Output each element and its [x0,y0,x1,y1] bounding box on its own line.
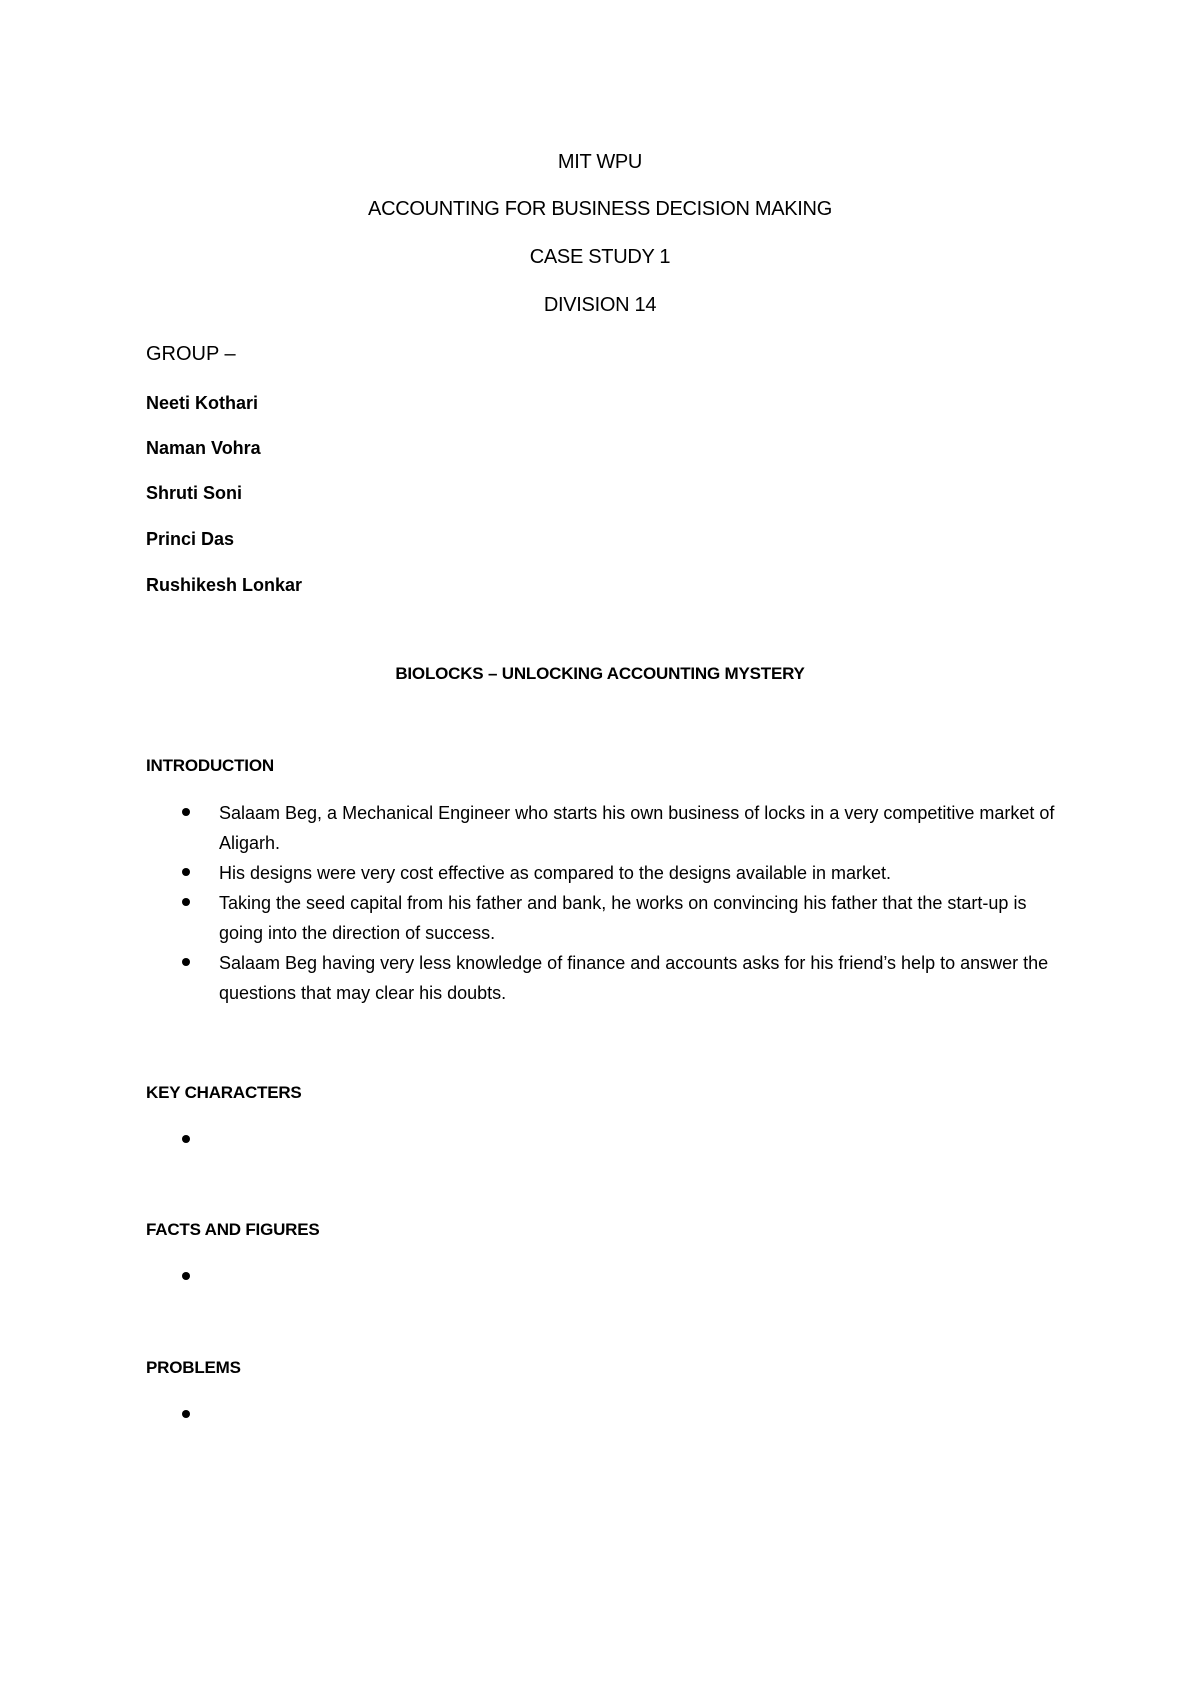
group-member: Rushikesh Lonkar [146,575,303,595]
bullet-text: Salaam Beg, a Mechanical Engineer who starts his own business of locks in a very competitive market of Aligarh. [219,803,1055,853]
list-item [182,858,1062,888]
course-title: ACCOUNTING FOR BUSINESS DECISION MAKING [368,198,832,220]
list-item [182,888,1062,948]
bullet-text: His designs were very cost effective as compared to the designs available in market. [219,863,891,883]
case-title: BIOLOCKS – UNLOCKING ACCOUNTING MYSTERY [395,664,805,683]
group-member: Princi Das [146,529,235,549]
group-label: GROUP – [146,343,236,365]
facts-and-figures-heading: FACTS AND FIGURES [146,1220,320,1239]
bullet-icon [182,898,190,906]
institution-title: MIT WPU [557,151,643,173]
bullet-icon [182,1135,190,1143]
key-characters-heading: KEY CHARACTERS [146,1083,302,1102]
division-title: DIVISION 14 [543,294,657,316]
group-member: Neeti Kothari [146,393,259,413]
bullet-icon [182,808,190,816]
introduction-list [182,798,1062,1008]
bullet-text: Taking the seed capital from his father and bank, he works on convincing his father that the start-up is going into the direction of success. [219,893,1027,943]
bullet-icon [182,1272,190,1280]
bullet-icon [182,1410,190,1418]
group-member: Naman Vohra [146,438,261,458]
group-member: Shruti Soni [146,483,242,503]
problems-heading: PROBLEMS [146,1358,241,1377]
bullet-icon [182,958,190,966]
bullet-icon [182,868,190,876]
introduction-heading: INTRODUCTION [146,756,274,775]
list-item [182,798,1062,858]
case-study-title: CASE STUDY 1 [529,246,671,268]
list-item [182,948,1062,1008]
bullet-text: Salaam Beg having very less knowledge of finance and accounts asks for his friend’s help to answer the questions that may clear his doubts. [219,953,1049,1003]
